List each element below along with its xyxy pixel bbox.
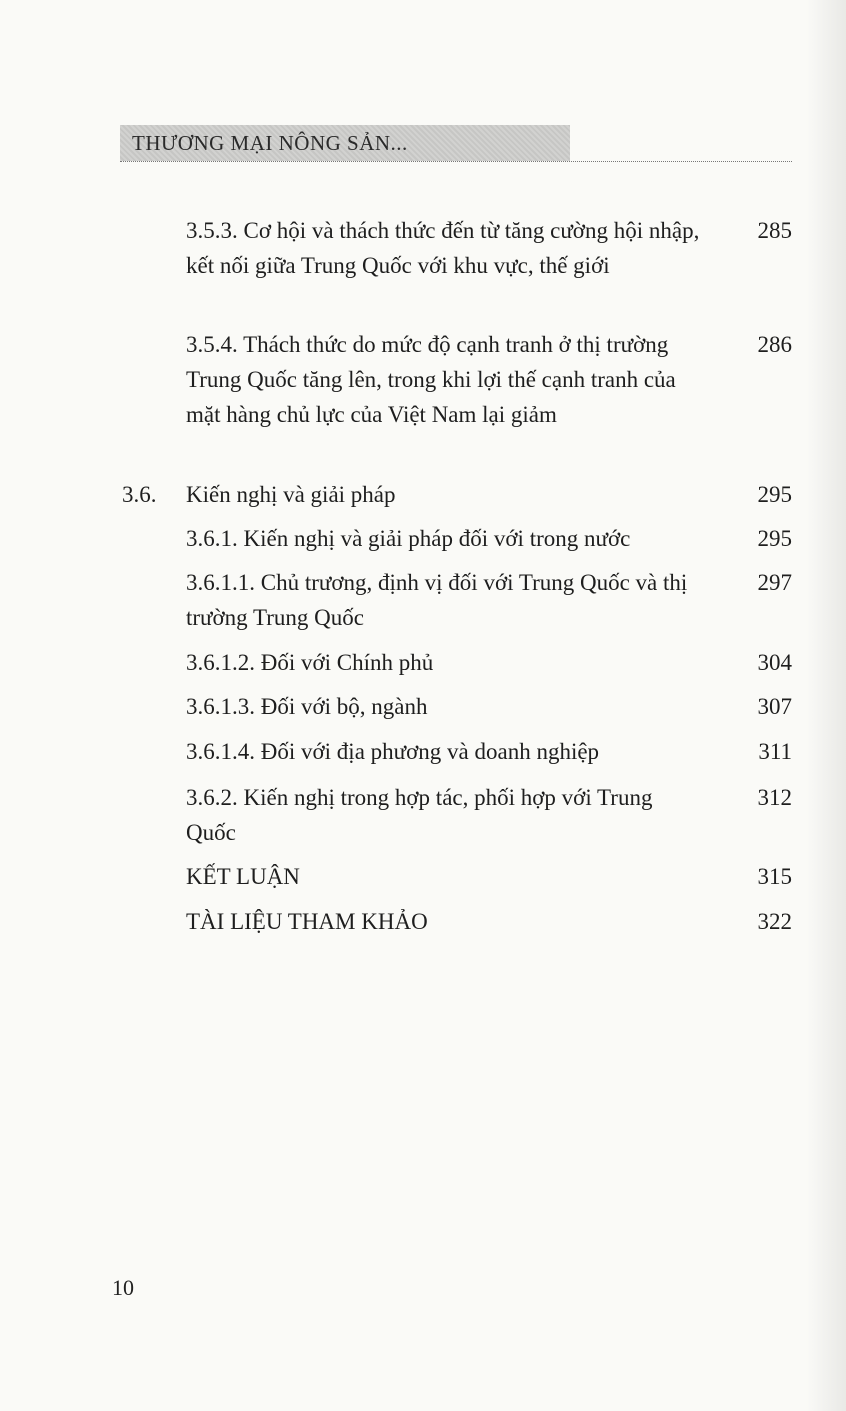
toc-entry-page: 295 <box>757 526 792 551</box>
toc-entry-page: 307 <box>757 694 792 719</box>
toc-entry-page: 286 <box>757 332 792 357</box>
running-header-title: THƯƠNG MẠI NÔNG SẢN... <box>132 131 408 155</box>
toc-entry-title: KẾT LUẬN <box>186 864 300 889</box>
toc-entry-title: 3.6.1. Kiến nghị và giải pháp đối với trong nước <box>186 526 631 551</box>
toc-entry-page: 285 <box>757 218 792 243</box>
toc-entry-title: 3.5.3. Cơ hội và thách thức đến từ tăng cường hội nhập, kết nối giữa Trung Quốc với khu vực, thế giới <box>186 218 700 278</box>
toc-entry-page: 297 <box>757 570 792 595</box>
toc-entry-page: 295 <box>757 482 792 507</box>
page-number: 10 <box>112 1275 134 1300</box>
toc-entry-page: 322 <box>757 909 792 934</box>
toc-entry-title: 3.6.1.4. Đối với địa phương và doanh nghiệp <box>186 739 600 764</box>
toc-entry-title: 3.5.4. Thách thức do mức độ cạnh tranh ở thị trường Trung Quốc tăng lên, trong khi lợi thế cạnh tranh của mặt hàng chủ lực của Việt Nam lại giảm <box>186 332 676 427</box>
header-divider <box>120 161 792 162</box>
toc-entry-title: 3.6.2. Kiến nghị trong hợp tác, phối hợp với Trung Quốc <box>186 785 653 845</box>
toc-entry-title: 3.6.1.2. Đối với Chính phủ <box>186 650 434 675</box>
toc-entry-page: 311 <box>758 739 792 764</box>
toc-entry-title: TÀI LIỆU THAM KHẢO <box>186 909 428 934</box>
toc-entry-page: 315 <box>757 864 792 889</box>
toc-entry-title: Kiến nghị và giải pháp <box>186 482 396 507</box>
toc-entry-page: 304 <box>757 650 792 675</box>
toc-entry-title: 3.6.1.1. Chủ trương, định vị đối với Trung Quốc và thị trường Trung Quốc <box>186 570 688 630</box>
toc-entry-title: 3.6.1.3. Đối với bộ, ngành <box>186 694 428 719</box>
toc-entry-page: 312 <box>757 785 792 810</box>
page-edge-shadow <box>806 0 846 1411</box>
toc-entry-number: 3.6. <box>122 482 157 507</box>
